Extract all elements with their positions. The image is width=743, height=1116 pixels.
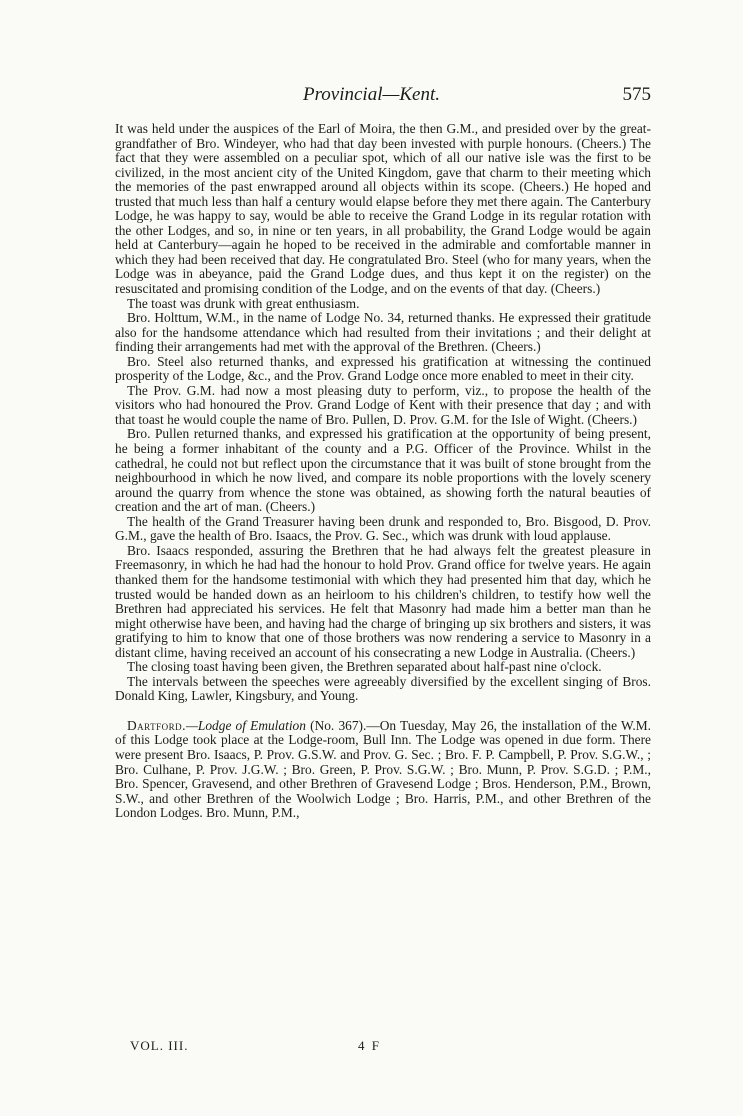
paragraph: Bro. Steel also returned thanks, and expressed his gratification at witnessing the continued prosperity of the Lodge, &c., and the Prov. Grand Lodge once more enabled to meet in their city. xyxy=(115,353,651,384)
volume-label: VOL. III. xyxy=(130,1038,189,1053)
lodge-name: —Lodge of Emulation xyxy=(186,717,306,733)
signature-mark: 4 F xyxy=(358,1038,381,1053)
article-body xyxy=(115,122,651,821)
paragraph: The closing toast having been given, the Brethren separated about half-past nine o'clock. xyxy=(127,659,602,675)
paragraph: The health of the Grand Treasurer having been drunk and responded to, Bro. Bisgood, D. Prov. G.M., gave the health of Bro. Isaacs, the Prov. G. Sec., which was drunk with loud applause. xyxy=(115,513,651,544)
paragraph: The toast was drunk with great enthusiasm. xyxy=(127,295,360,311)
paragraph: It was held under the auspices of the Earl of Moira, the then G.M., and presided over by the great-grandfather of Bro. Windeyer, who had that day been invested with purple honours. (Cheers.) The fact that they were assembled on a peculiar spot, which of all our native isle was the first to be civilized, in the most ancient city of the United Kingdom, gave that charm to their meeting which the memories of the past enwrapped around all objects within its scope. (Cheers.) He hoped and trusted that much less than half a century would elapse before they met there again. The Canterbury Lodge, he was happy to say, would be able to receive the Grand Lodge in its regular rotation with the other Lodges, and so, in nine or ten years, in all probability, the Grand Lodge would be again held at Canterbury—again he hoped to be received in the admirable and comfortable manner in which they had been received that day. He congratulated Bro. Steel (who for many years, when the Lodge was in abeyance, paid the Grand Lodge dues, and thus kept it on the register) on the resuscitated and promising condition of the Lodge, and on the events of that day. (Cheers.) xyxy=(115,121,651,297)
page-header xyxy=(0,84,743,110)
page-footer xyxy=(0,1038,743,1058)
paragraph: The Prov. G.M. had now a most pleasing duty to perform, viz., to propose the health of the visitors who had honoured the Prov. Grand Lodge of Kent with their presence that day ; and with that toast he would couple the name of Bro. Pullen, D. Prov. G.M. for the Isle of Wight. (Cheers.) xyxy=(115,382,651,427)
running-title: Provincial—Kent. xyxy=(302,84,441,105)
page-number: 575 xyxy=(622,84,651,105)
paragraph: Bro. Pullen returned thanks, and expressed his gratification at the opportunity of being present, he being a former inhabitant of the county and a P.G. Officer of the Province. Whilst in the cathedral, he could not but reflect upon the circumstance that it was built of stone brought from the neighbourhood in which he now lived, and compare its noble proportions with the lovely scenery around the quarry from whence the stone was obtained, as showing forth the natural beauties of creation and the art of man. (Cheers.) xyxy=(115,426,651,515)
dartford-section xyxy=(115,719,651,821)
place-heading: Dartford. xyxy=(127,717,186,733)
paragraph: Bro. Holttum, W.M., in the name of Lodge No. 34, returned thanks. He expressed their gratitude also for the handsome attendance which had resulted from their invitations ; and their delight at finding their arrangements had met with the approval of the Brethren. (Cheers.) xyxy=(115,310,651,355)
paragraph: The intervals between the speeches were agreeably diversified by the excellent singing of Bros. Donald King, Lawler, Kingsbury, and Young. xyxy=(115,673,651,704)
paragraph: Bro. Isaacs responded, assuring the Brethren that he had always felt the greatest pleasure in Freemasonry, in which he had had the honour to hold Prov. Grand office for twelve years. He again thanked them for the handsome testimonial with which they had presented him that day, which he trusted would be handed down as an heirloom to his children's children, to testify how well the Brethren had appreciated his services. He felt that Masonry had made him a better man than he might otherwise have been, and having had the charge of bringing up six brothers and sisters, it was gratifying to him to know that one of those brothers was now rendering a service to Masonry in a distant clime, having received an account of his consecrating a new Lodge in Australia. (Cheers.) xyxy=(115,542,651,660)
section-text: (No. 367).—On Tuesday, May 26, the installation of the W.M. of this Lodge took place at the Lodge-room, Bull Inn. The Lodge was opened in due form. There were present Bro. Isaacs, P. Prov. G.S.W. and Prov. G. Sec. ; Bro. F. P. Campbell, P. Prov. S.G.W., ; Bro. Culhane, P. Prov. J.G.W. ; Bro. Green, P. Prov. S.G.W. ; Bro. Munn, P. Prov. S.G.D. ; P.M., Bro. Spencer, Gravesend, and other Brethren of Gravesend Lodge ; Bros. Henderson, P.M., Brown, S.W., and other Brethren of the Woolwich Lodge ; Bro. Harris, P.M., and other Brethren of the London Lodges. Bro. Munn, P.M., xyxy=(115,717,651,821)
